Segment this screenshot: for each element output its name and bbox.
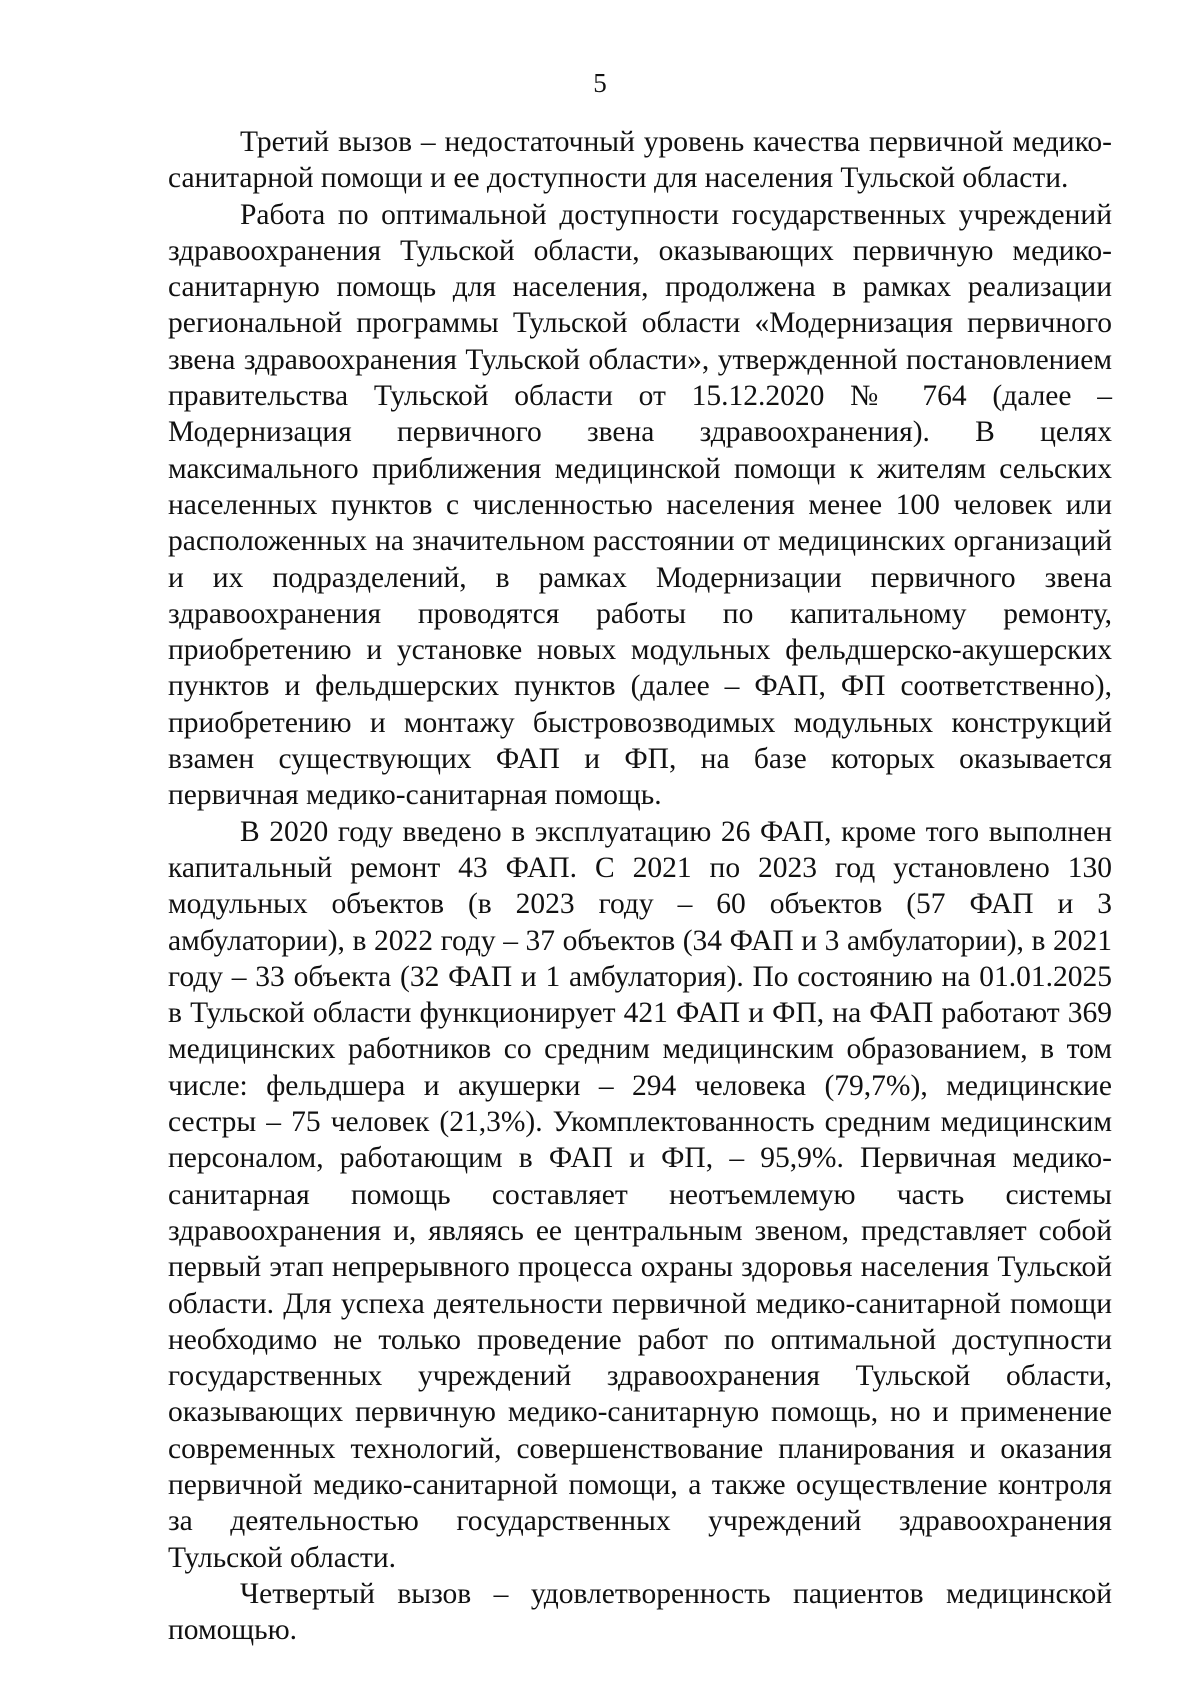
- paragraph-modernization-program: Работа по оптимальной доступности государственных учреждений здравоохранения Тульской области, оказывающих первичную медико-санитарную помощь для населения, продолжена в рамках реализации региональной программы Тульской области «Модернизация первичного звена здравоохранения Тульской области», утвержденной постановлением правительства Тульской области от 15.12.2020 № 764 (далее – Модернизация первичного звена здравоохранения). В целях максимального приближения медицинской помощи к жителям сельских населенных пунктов с численностью населения менее 100 человек или расположенных на значительном расстоянии от медицинских организаций и их подразделений, в рамках Модернизации первичного звена здравоохранения проводятся работы по капитальному ремонту, приобретению и установке новых модульных фельдшерско-акушерских пунктов и фельдшерских пунктов (далее – ФАП, ФП соответственно), приобретению и монтажу быстровозводимых модульных конструкций взамен существующих ФАП и ФП, на базе которых оказывается первичная медико-санитарная помощь.: [168, 198, 1112, 812]
- page-number: 5: [593, 68, 607, 98]
- paragraph-fap-statistics: В 2020 году введено в эксплуатацию 26 ФАП, кроме того выполнен капитальный ремонт 43 ФАП. С 2021 по 2023 год установлено 130 модульных объектов (в 2023 году – 60 объектов (57 ФАП и 3 амбулатории), в 2022 году – 37 объектов (34 ФАП и 3 амбулатории), в 2021 году – 33 объекта (32 ФАП и 1 амбулатория). По состоянию на 01.01.2025 в Тульской области функционирует 421 ФАП и ФП, на ФАП работают 369 медицинских работников со средним медицинским образованием, в том числе: фельдшера и акушерки – 294 человека (79,7%), медицинские сестры – 75 человек (21,3%). Укомплектованность средним медицинским персоналом, работающим в ФАП и ФП, – 95,9%. Первичная медико-санитарная помощь составляет неотъемлемую часть системы здравоохранения и, являясь ее центральным звеном, представляет собой первый этап непрерывного процесса охраны здоровья населения Тульской области. Для успеха деятельности первичной медико-санитарной помощи необходимо не только проведение работ по оптимальной доступности государственных учреждений здравоохранения Тульской области, оказывающих первичную медико-санитарную помощь, но и применение современных технологий, совершенствование планирования и оказания первичной медико-санитарной помощи, а также осуществление контроля за деятельностью государственных учреждений здравоохранения Тульской области.: [168, 815, 1112, 1574]
- paragraph-fourth-challenge: Четвертый вызов – удовлетворенность пациентов медицинской помощью.: [168, 1577, 1112, 1647]
- document-body: [168, 124, 1112, 1648]
- paragraph-third-challenge: Третий вызов – недостаточный уровень качества первичной медико-санитарной помощи и ее доступности для населения Тульской области.: [168, 126, 1112, 195]
